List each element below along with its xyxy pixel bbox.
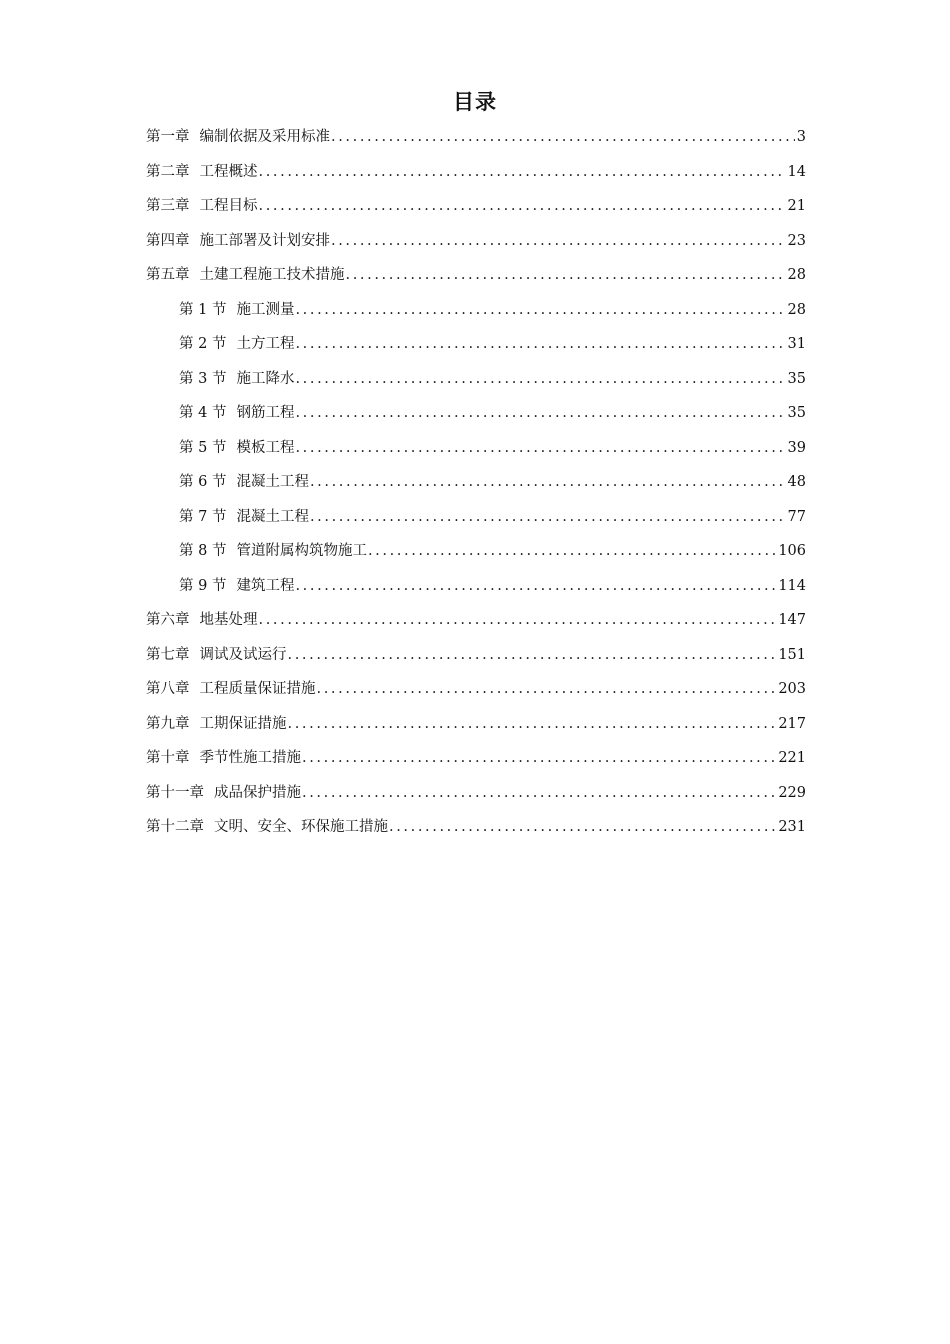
toc-page-number: 28 [787, 301, 806, 318]
toc-entry-title: 钢筋工程 [236, 405, 295, 421]
toc-chapter-entry[interactable] [146, 193, 806, 228]
toc-entry-title: 编制依据及采用标准 [199, 129, 330, 145]
toc-page-number: 221 [778, 750, 806, 766]
toc-page-number: 231 [778, 819, 806, 835]
toc-chapter-entry[interactable] [146, 814, 806, 849]
toc-dot-leader [295, 573, 776, 599]
toc-entry-title: 土建工程施工技术措施 [199, 267, 345, 283]
toc-section-entry[interactable] [146, 297, 806, 332]
toc-page-number: 28 [787, 267, 806, 283]
toc-entry-title: 混凝土工程 [236, 474, 309, 490]
toc-dot-leader [259, 193, 786, 219]
toc-chapter-entry[interactable] [146, 780, 806, 815]
toc-dot-leader [368, 538, 776, 564]
toc-section-entry[interactable] [146, 504, 806, 539]
toc-dot-leader [295, 297, 785, 323]
toc-dot-leader [389, 814, 776, 840]
toc-entry-number: 第二章 [146, 163, 190, 180]
toc-entry-number: 第 8 节 [179, 543, 227, 559]
toc-section-entry[interactable] [146, 435, 806, 470]
toc-list [146, 124, 806, 849]
toc-entry-number: 第四章 [146, 232, 190, 249]
toc-entry-title: 季节性施工措施 [199, 750, 301, 766]
toc-chapter-entry[interactable] [146, 642, 806, 677]
toc-entry-title: 管道附属构筑物施工 [236, 543, 367, 559]
toc-section-entry[interactable] [146, 573, 806, 608]
toc-chapter-entry[interactable] [146, 676, 806, 711]
toc-entry-number: 第十二章 [146, 819, 204, 835]
toc-dot-leader [295, 435, 785, 461]
toc-page-number: 114 [778, 577, 806, 594]
toc-entry-number: 第 6 节 [179, 474, 227, 490]
toc-page-number: 3 [796, 129, 806, 145]
toc-entry-title: 地基处理 [199, 612, 258, 628]
toc-page-number: 106 [778, 543, 806, 559]
toc-dot-leader [259, 159, 786, 185]
toc-entry-title: 土方工程 [236, 336, 295, 352]
toc-chapter-entry[interactable] [146, 711, 806, 746]
toc-page-number: 203 [778, 681, 806, 697]
toc-chapter-entry[interactable] [146, 607, 806, 642]
toc-page-number: 31 [787, 336, 806, 352]
toc-entry-title: 施工部署及计划安排 [199, 232, 330, 249]
toc-dot-leader [288, 642, 777, 668]
toc-entry-title: 建筑工程 [236, 577, 295, 594]
toc-entry-title: 工程质量保证措施 [199, 681, 316, 697]
toc-entry-number: 第六章 [146, 612, 190, 628]
toc-page-number: 48 [787, 474, 806, 490]
toc-entry-number: 第十章 [146, 750, 190, 766]
toc-entry-number: 第 3 节 [179, 370, 227, 387]
toc-dot-leader [331, 228, 786, 254]
toc-dot-leader [310, 469, 786, 495]
toc-chapter-entry[interactable] [146, 124, 806, 159]
toc-entry-number: 第五章 [146, 267, 190, 283]
toc-page-number: 35 [787, 405, 806, 421]
toc-entry-title: 成品保护措施 [214, 784, 301, 801]
toc-page-number: 35 [787, 370, 806, 387]
toc-dot-leader [295, 331, 785, 357]
toc-entry-number: 第 9 节 [179, 577, 227, 594]
toc-dot-leader [310, 504, 786, 530]
toc-entry-title: 工程目标 [199, 198, 258, 214]
toc-entry-title: 施工降水 [236, 370, 295, 387]
toc-page-number: 23 [787, 232, 806, 249]
toc-page-number: 151 [778, 646, 806, 663]
toc-entry-title: 文明、安全、环保施工措施 [214, 819, 388, 835]
toc-entry-number: 第 5 节 [179, 439, 227, 456]
toc-chapter-entry[interactable] [146, 228, 806, 263]
toc-section-entry[interactable] [146, 400, 806, 435]
toc-entry-number: 第 4 节 [179, 405, 227, 421]
toc-entry-title: 模板工程 [236, 439, 295, 456]
toc-page-number: 217 [778, 715, 806, 732]
toc-chapter-entry[interactable] [146, 745, 806, 780]
toc-entry-number: 第九章 [146, 715, 190, 732]
toc-dot-leader [346, 262, 786, 288]
toc-title: 目录 [453, 90, 497, 114]
toc-entry-title: 施工测量 [236, 301, 295, 318]
toc-dot-leader [295, 400, 785, 426]
toc-dot-leader [331, 124, 795, 150]
toc-page-number: 14 [787, 163, 806, 180]
toc-dot-leader [302, 780, 776, 806]
toc-entry-number: 第十一章 [146, 784, 204, 801]
toc-chapter-entry[interactable] [146, 159, 806, 194]
toc-dot-leader [302, 745, 776, 771]
toc-section-entry[interactable] [146, 538, 806, 573]
toc-entry-number: 第 2 节 [179, 336, 227, 352]
toc-entry-title: 调试及试运行 [199, 646, 287, 663]
toc-entry-number: 第七章 [146, 646, 190, 663]
toc-page-number: 147 [778, 612, 806, 628]
toc-dot-leader [288, 711, 777, 737]
toc-dot-leader [295, 366, 785, 392]
toc-entry-number: 第八章 [146, 681, 190, 697]
toc-page-number: 21 [787, 198, 806, 214]
toc-section-entry[interactable] [146, 469, 806, 504]
toc-entry-title: 工期保证措施 [199, 715, 287, 732]
toc-entry-number: 第一章 [146, 129, 190, 145]
toc-dot-leader [317, 676, 777, 702]
toc-page-number: 229 [778, 784, 806, 801]
toc-section-entry[interactable] [146, 366, 806, 401]
toc-entry-title: 工程概述 [199, 163, 258, 180]
toc-chapter-entry[interactable] [146, 262, 806, 297]
toc-entry-number: 第 1 节 [179, 301, 227, 318]
toc-page-number: 39 [787, 439, 806, 456]
toc-entry-title: 混凝土工程 [236, 508, 309, 525]
toc-section-entry[interactable] [146, 331, 806, 366]
toc-entry-number: 第 7 节 [179, 508, 227, 525]
toc-entry-number: 第三章 [146, 198, 190, 214]
toc-dot-leader [259, 607, 777, 633]
toc-page-number: 77 [787, 508, 806, 525]
